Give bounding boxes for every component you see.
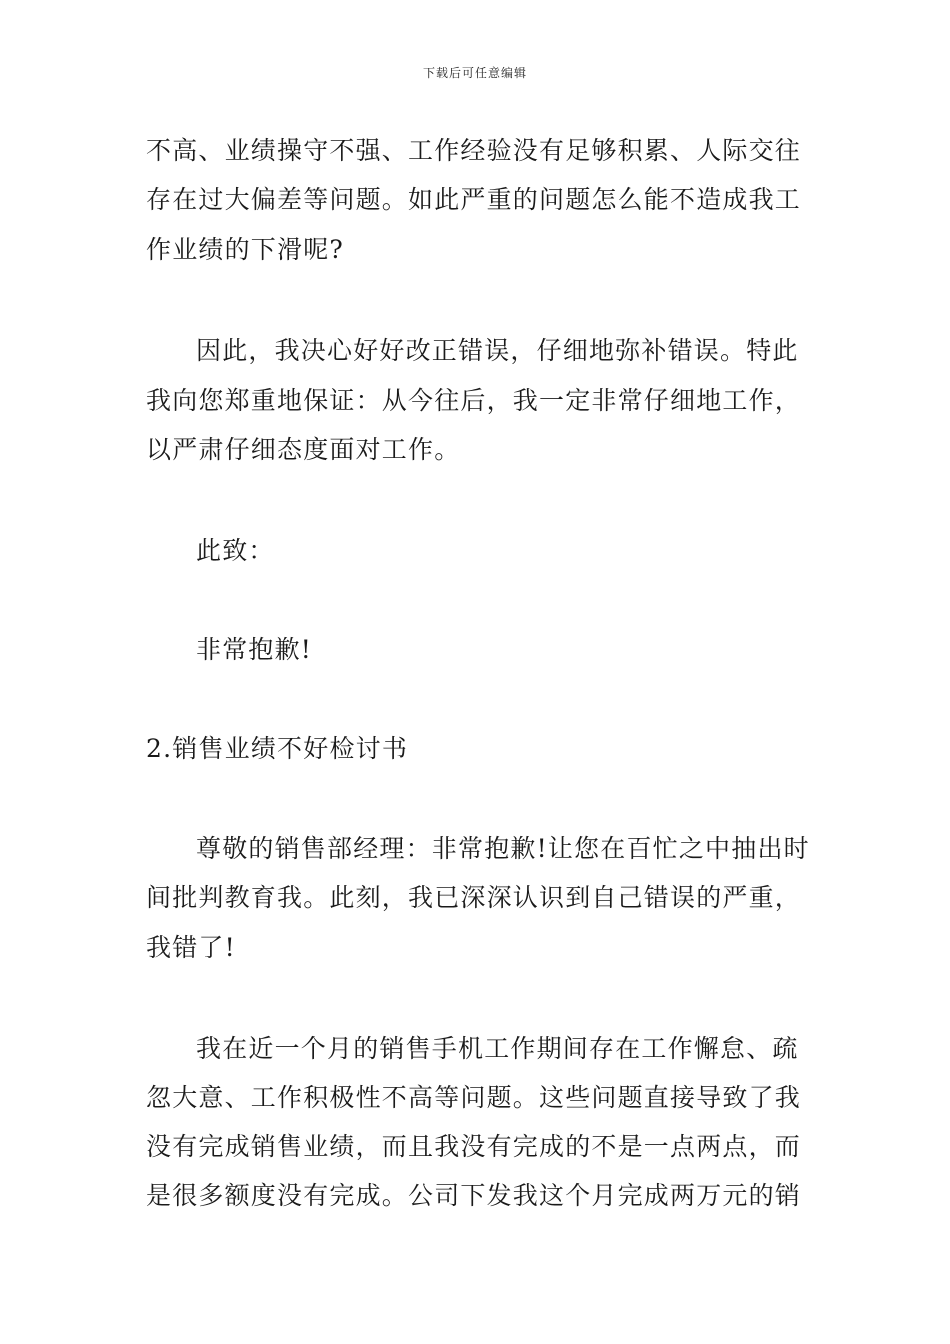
paragraph-1-line: 存在过大偏差等问题。如此严重的问题怎么能不造成我工 — [146, 185, 802, 214]
paragraph-1-line: 作业绩的下滑呢? — [146, 235, 345, 264]
paragraph-3-line: 我错了! — [146, 933, 236, 962]
paragraph-4-line: 我在近一个月的销售手机工作期间存在工作懈怠、疏 — [196, 1034, 799, 1063]
paragraph-4-line: 没有完成销售业绩，而且我没有完成的不是一点两点，而 — [146, 1132, 802, 1161]
section-heading: 2.销售业绩不好检讨书 — [146, 734, 409, 763]
paragraph-3-line: 尊敬的销售部经理：非常抱歉!让您在百忙之中抽出时 — [196, 834, 810, 863]
paragraph-2-line: 因此，我决心好好改正错误，仔细地弥补错误。特此 — [196, 336, 799, 365]
paragraph-4-line: 忽大意、工作积极性不高等问题。这些问题直接导致了我 — [146, 1083, 802, 1112]
paragraph-2-line: 我向您郑重地保证：从今往后，我一定非常仔细地工作， — [146, 386, 802, 415]
paragraph-3-line: 间批判教育我。此刻，我已深深认识到自己错误的严重， — [146, 883, 802, 912]
paragraph-1-line: 不高、业绩操守不强、工作经验没有足够积累、人际交往 — [146, 136, 802, 165]
paragraph-4-line: 是很多额度没有完成。公司下发我这个月完成两万元的销 — [146, 1181, 802, 1210]
header-note: 下载后可任意编辑 — [422, 66, 527, 80]
paragraph-2-line: 以严肃仔细态度面对工作。 — [146, 435, 461, 464]
closing-apology: 非常抱歉! — [196, 635, 313, 664]
closing-salutation: 此致： — [196, 536, 275, 565]
